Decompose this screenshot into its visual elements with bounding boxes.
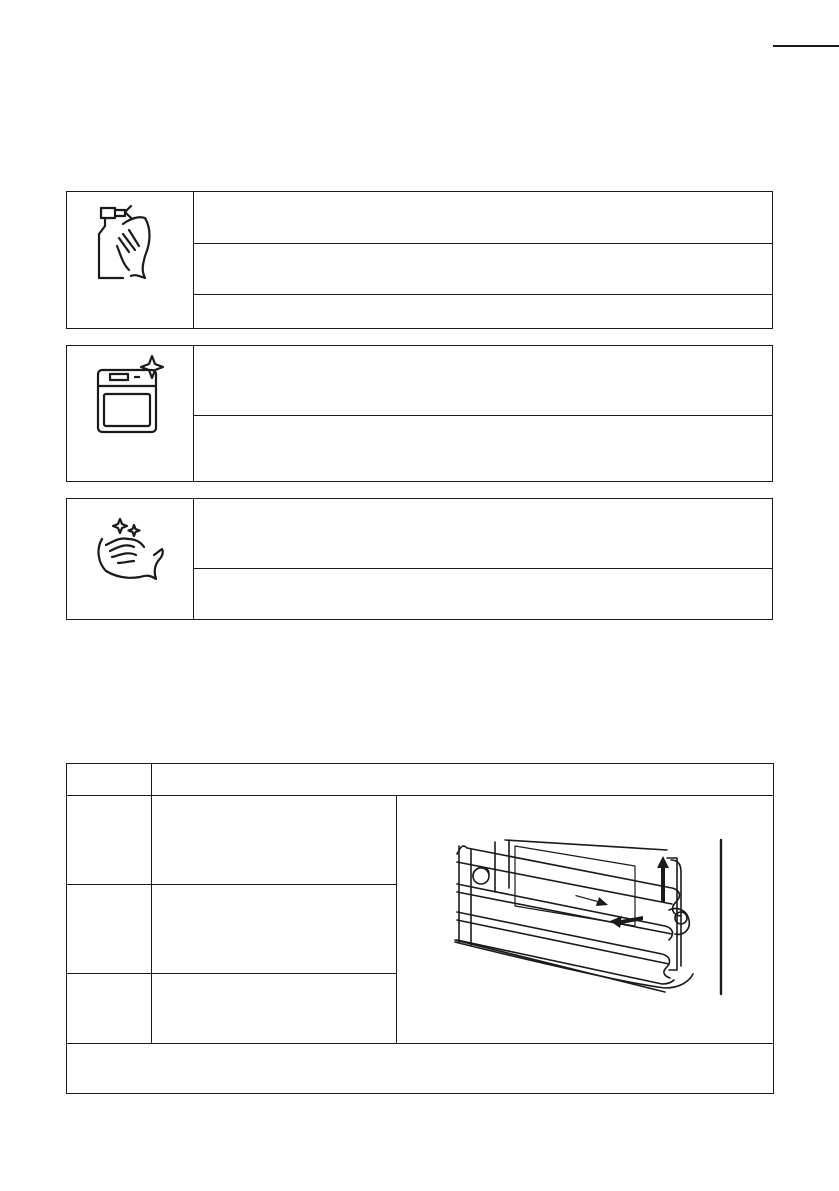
cut-line [773,45,839,47]
oven-row-2 [194,416,773,482]
cleaning-table-oven [66,345,773,482]
spray-row-1 [194,192,773,244]
oven-row-1 [194,346,773,416]
spray-cell [67,192,194,329]
shelf-supports-illustration [435,832,735,1002]
hand-cloth-icon [88,505,172,585]
cloth-row-1 [194,499,773,569]
cleaning-table-spray [66,191,773,329]
step-3-number [67,974,152,1044]
figure-cell [397,796,774,1044]
spray-row-2 [194,244,773,295]
cloth-cell [67,499,194,620]
cut-line-marker [773,36,839,56]
spray-row-3 [194,295,773,329]
step-3-text [152,974,397,1044]
step-1-number [67,796,152,885]
header-action-cell [152,764,774,796]
oven-cell [67,346,194,482]
header-step-cell [67,764,152,796]
step-2-number [67,885,152,974]
step-1-text [152,796,397,885]
footer-cell [67,1044,774,1094]
oven-sparkle-icon [90,352,170,438]
cleaning-table-cloth [66,498,773,620]
shelf-support-table [66,763,774,1094]
step-2-text [152,885,397,974]
cloth-row-2 [194,569,773,620]
spray-cloth-icon [93,198,167,284]
